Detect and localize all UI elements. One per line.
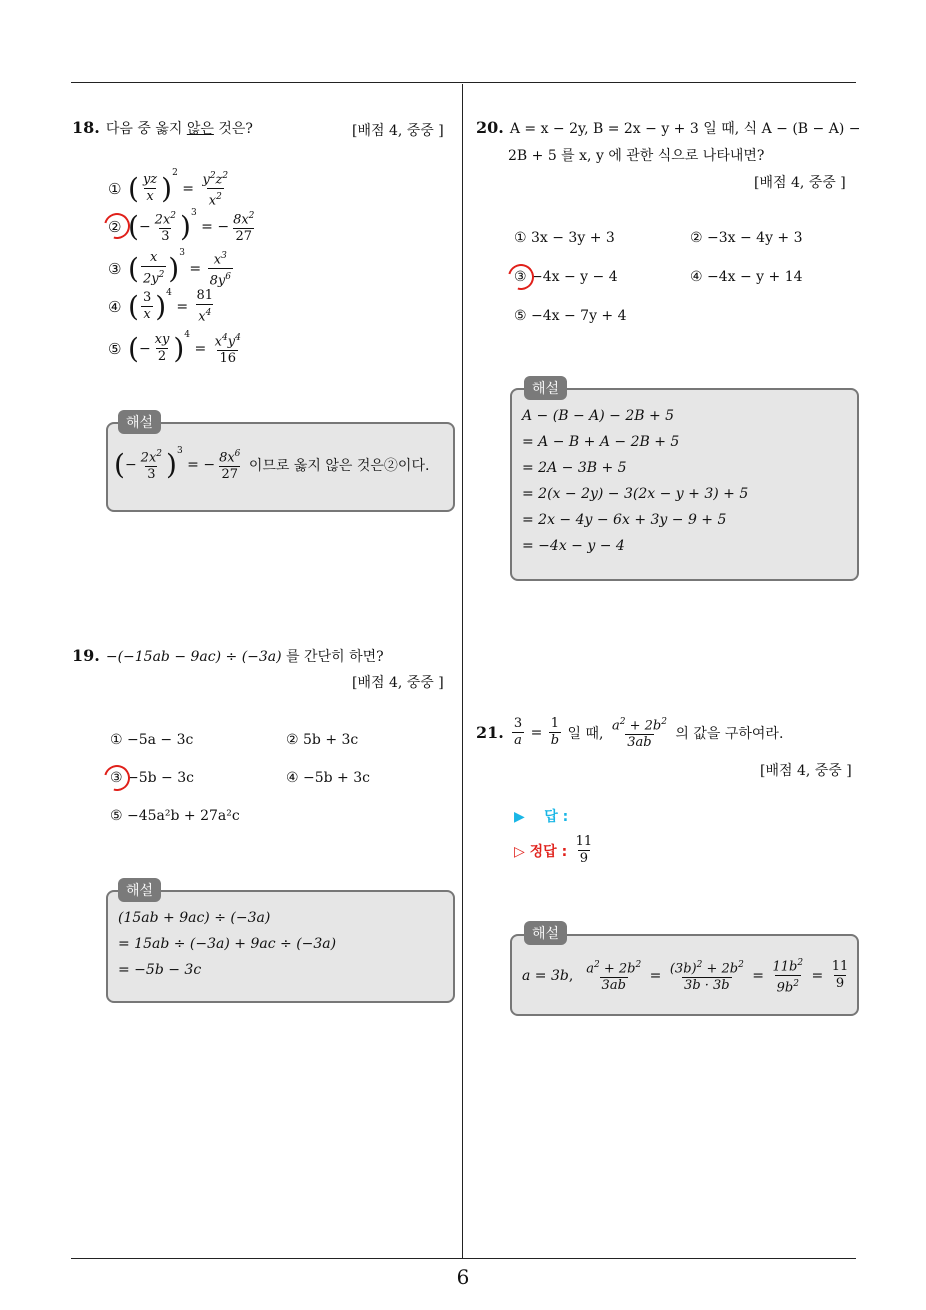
q20-number: 20. — [476, 118, 504, 137]
q20-line-1: A = x − 2y, B = 2x − y + 3 일 때, 식 A − (B − A) − — [509, 121, 861, 137]
play-outline-icon: ▷ — [514, 843, 525, 860]
top-rule — [71, 82, 856, 83]
q18-explanation-tag: 해설 — [118, 410, 161, 434]
bottom-rule — [71, 1258, 856, 1259]
q19-expr: −(−15ab − 9ac) ÷ (−3a) — [105, 649, 282, 665]
q18-explanation-text: 이므로 옳지 않은 것은②이다. — [248, 457, 430, 474]
q20-heading — [476, 118, 860, 138]
q21-heading: 21. $\frac{3}{a}$ = $\frac{1}{b}$ 일 때, $\frac{a^2 + 2b^2}{3ab}$ 의 값을 구하여라. — [476, 716, 784, 751]
q20-explanation-line-1: A − (B − A) − 2B + 5 — [522, 408, 675, 424]
q21-correct-denominator: 9 — [579, 851, 589, 866]
q20-explanation-line-4: = 2(x − 2y) − 3(2x − y + 3) + 5 — [522, 486, 749, 502]
q19-option-5[interactable]: ⑤ −45a²b + 27a²c — [110, 808, 240, 824]
q18-score: [배점 4, 중중 ] — [352, 123, 444, 139]
q20-option-2[interactable]: ② −3x − 4y + 3 — [690, 230, 803, 246]
q18-option-5[interactable]: ⑤ ( − $\frac{xy}{2}$ ) $^4$ = $\frac{x^4y^4}{16}$ — [108, 330, 241, 367]
q20-explanation-line-2: = A − B + A − 2B + 5 — [522, 434, 680, 450]
q21-text-when: 일 때, — [567, 725, 604, 742]
play-icon: ▶ — [514, 809, 525, 825]
q19-explanation-tag: 해설 — [118, 878, 161, 902]
q20-explanation-tag: 해설 — [524, 376, 567, 400]
q19-explanation-line-2: = 15ab ÷ (−3a) + 9ac ÷ (−3a) — [118, 936, 337, 952]
q19-explanation-line-3: = −5b − 3c — [118, 962, 202, 978]
q18-heading — [72, 118, 253, 138]
q21-explanation: a = 3b , $\frac{a^2 + 2b^2}{3ab}$ = $\frac{(3b)^2 + 2b^2}{3b \cdot 3b}$ = $\frac{11b^2}{9b^2}$ = $\frac{11}{9}$ — [522, 958, 849, 996]
column-divider — [462, 84, 463, 1258]
q20-score: [배점 4, 중중 ] — [754, 175, 846, 191]
q20-explanation-line-5: = 2x − 4y − 6x + 3y − 9 + 5 — [522, 512, 727, 528]
q21-correct-numerator: 11 — [575, 834, 593, 849]
q18-number: 18. — [72, 118, 100, 137]
q21-explanation-tag: 해설 — [524, 921, 567, 945]
q21-text-find: 의 값을 구하여라. — [675, 725, 784, 742]
q18-prompt: 다음 중 옳지 — [105, 121, 187, 137]
q18-prompt-end: 것은? — [213, 121, 253, 137]
q19-score: [배점 4, 중중 ] — [352, 675, 444, 691]
q21-correct-row — [514, 834, 596, 867]
q20-line-2: 2B + 5 를 x, y 에 관한 식으로 나타내면? — [508, 148, 765, 164]
q18-explanation: ( − $\frac{2x^2}{3}$ ) $^3$ = − $\frac{8x^6}{27}$ 이므로 옳지 않은 것은②이다. — [114, 446, 430, 483]
q20-option-1[interactable]: ① 3x − 3y + 3 — [514, 230, 615, 246]
q18-option-2[interactable]: ② ( − $\frac{2x^2}{3}$ ) $^3$ = − $\frac{8x^2}{27}$ — [108, 208, 255, 245]
q21-answer-row[interactable] — [514, 806, 568, 826]
q20-option-3[interactable]: ③ −4x − y − 4 — [514, 269, 618, 285]
q21-correct-label: 정답 : — [529, 843, 568, 860]
q18-option-3[interactable]: ③ ( $\frac{x}{2y^2}$ ) $^3$ = $\frac{x^3}{8y^6}$ — [108, 248, 231, 289]
q19-number: 19. — [72, 646, 100, 665]
q20-explanation-line-3: = 2A − 3B + 5 — [522, 460, 627, 476]
q21-answer-label: 답 : — [544, 809, 569, 825]
q21-number: 21. — [476, 723, 504, 743]
q19-option-1[interactable]: ① −5a − 3c — [110, 732, 194, 748]
q20-marked-circle — [503, 259, 539, 295]
q20-option-4[interactable]: ④ −4x − y + 14 — [690, 269, 803, 285]
q18-option-1[interactable]: ① ( $\frac{yz}{x}$ ) $^2$ = $\frac{y^2z^2}{x^2}$ — [108, 168, 229, 209]
q21-score: [배점 4, 중중 ] — [760, 763, 852, 779]
q19-option-4[interactable]: ④ −5b + 3c — [286, 770, 370, 786]
q20-option-5[interactable]: ⑤ −4x − 7y + 4 — [514, 308, 627, 324]
q19-explanation-line-1: (15ab + 9ac) ÷ (−3a) — [118, 910, 271, 926]
q19-heading — [72, 646, 384, 666]
q19-option-3[interactable]: ③ −5b − 3c — [110, 770, 194, 786]
q19-prompt: 를 간단히 하면? — [281, 649, 384, 665]
q18-prompt-underlined: 않은 — [186, 121, 214, 137]
q19-option-2[interactable]: ② 5b + 3c — [286, 732, 359, 748]
q19-marked-circle — [99, 760, 135, 796]
q20-explanation-line-6: = −4x − y − 4 — [522, 538, 625, 554]
page-number: 6 — [456, 1265, 470, 1289]
q18-option-4[interactable]: ④ ( $\frac{3}{x}$ ) $^4$ = $\frac{81}{x^4}$ — [108, 288, 214, 325]
